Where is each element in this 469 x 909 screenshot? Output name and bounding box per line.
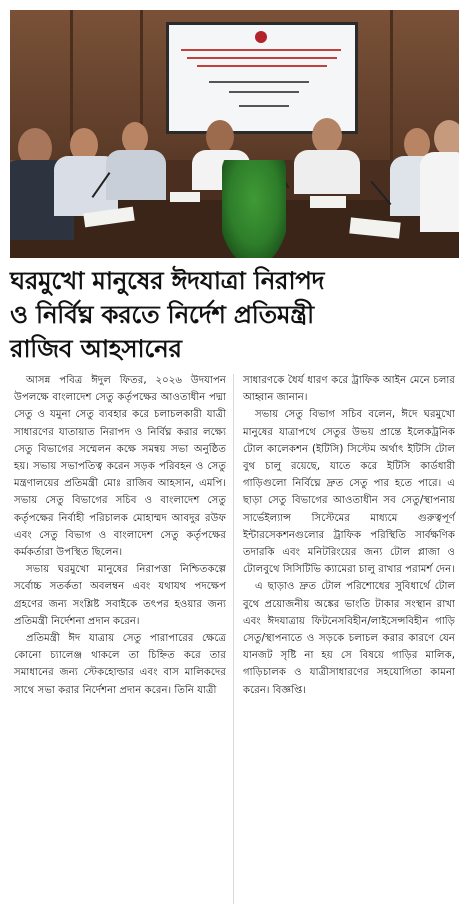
headline-line-1: ঘরমুখো মানুষের ঈদযাত্রা নিরাপদ (10, 266, 325, 295)
paragraph: সাধারণকে ধৈর্য ধারণ করে ট্রাফিক আইন মেনে চলার আহ্বান জানান। (243, 375, 455, 404)
projector-screen (166, 22, 358, 134)
article-column-left (14, 372, 226, 699)
meeting-photo (10, 10, 459, 258)
paragraph: প্রতিমন্ত্রী ঈদ যাত্রায় সেতু পারাপারের ক্ষেত্রে কোনো চ্যালেঞ্জ থাকলে তা চিহ্নিত করে তার সমাধানের জন্য স্টেকহোল্ডার এবং বাস মালিকদের সাথে সভা করার নির্দেশনা প্রদান করেন। তিনি যাত্রী (14, 633, 226, 696)
headline-line-3: রাজিব আহসানের (10, 334, 182, 363)
flower-plant (222, 160, 286, 258)
headline (10, 264, 462, 366)
paragraph: সভায় ঘরমুখো মানুষের নিরাপত্তা নিশ্চিতকল্পে সর্বোচ্চ সতর্কতা অবলম্বন এবং যথাযথ পদক্ষেপ গ্রহণের জন্য সংশ্লিষ্ট সবাইকে তৎপর হওয়ার জন্য প্রতিমন্ত্রী নির্দেশনা প্রদান করেন। (14, 564, 226, 627)
column-divider (233, 374, 234, 904)
paragraph: সভায় সেতু বিভাগ সচিব বলেন, ঈদে ঘরমুখো মানুষের যাত্রাপথে সেতুর উভয় প্রান্তে ইলেকট্রনিক টোল কালেকশন (ইটিসি) সিস্টেম অর্থাৎ ইটিসি টোল বুথ চালু রয়েছে, যাতে করে ইটিসি কার্ডধারী গাড়িগুলো নির্বিঘ্নে দ্রুত সেতু পার হতে পারে। এ ছাড়া সেতু বিভাগের আওতাধীন সব সেতু/স্থাপনায় সার্ভেইল্যান্স সিস্টেমের মাধ্যমে গুরুত্বপূর্ণ ইন্টারসেকশনগুলোর ট্রাফিক পরিস্থিতি সার্বক্ষণিক তদারকি এবং মনিটরিংয়ের জন্য টোল প্লাজা ও টোলবুথে সিসিটিভি ক্যামেরা চালু রাখার পরামর্শ দেন। (243, 409, 455, 576)
paragraph: আসন্ন পবিত্র ঈদুল ফিতর, ২০২৬ উদযাপন উপলক্ষে বাংলাদেশ সেতু কর্তৃপক্ষের আওতাধীন পদ্মা সেতু ও যমুনা সেতু ব্যবহার করে চলাচলকারী যাত্রী সাধারণের যাতায়াত নিরাপদ ও নির্বিঘ্ন করার লক্ষ্যে সেতু বিভাগের সম্মেলন কক্ষে সমন্বয় সভা অনুষ্ঠিত হয়। সভায় সভাপতিত্ব করেন সড়ক পরিবহন ও সেতু মন্ত্রণালয়ের প্রতিমন্ত্রী মোঃ রাজিব আহসান, এমপি। সভায় সেতু বিভাগের সচিব ও বাংলাদেশ সেতু কর্তৃপক্ষের নির্বাহী পরিচালক মোহাম্মদ আবদুর রউফ এবং সেতু বিভাগ ও বাংলাদেশ সেতু কর্তৃপক্ষের কর্মকর্তারা উপস্থিত ছিলেন। (14, 375, 226, 559)
article-column-right (243, 372, 455, 699)
paragraph: এ ছাড়াও দ্রুত টোল পরিশোধের সুবিধার্থে টোল বুথে প্রয়োজনীয় অঙ্কের ভাংতি টাকার সংস্থান রাখা এবং ঈদযাত্রায় ফিটনেসবিহীন/লাইসেন্সবিহীন গাড়ি সেতু/স্থাপনাতে ও সড়কে চলাচল করার কারণে যেন যানজট সৃষ্টি না হয় সে বিষয়ে গাড়ির মালিক, গাড়িচালক ও যাত্রীসাধারণের সহযোগিতা কামনা করেন। বিজ্ঞপ্তি। (243, 581, 455, 696)
headline-line-2: ও নির্বিঘ্ন করতে নির্দেশ প্রতিমন্ত্রী (10, 300, 314, 329)
